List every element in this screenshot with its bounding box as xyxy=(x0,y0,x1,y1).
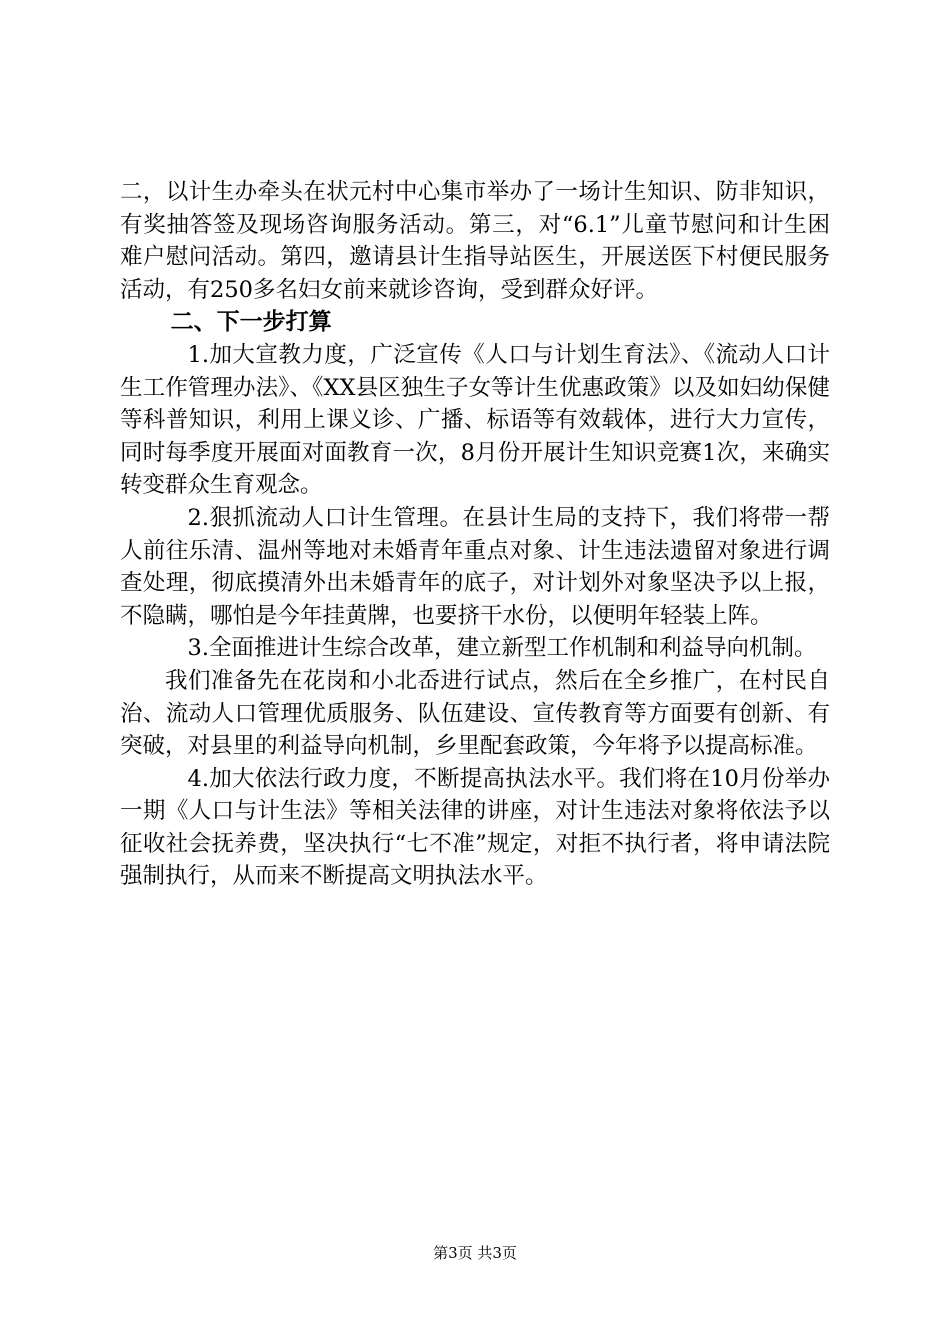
page-number-label: 第3页 共3页 xyxy=(433,1244,517,1262)
paragraph-item-2-floating-population: 2.狠抓流动人口计生管理。在县计生局的支持下，我们将带一帮人前往乐清、温州等地对未婚青年重点对象、计生违法遗留对象进行调查处理，彻底摸清外出未婚青年的底子，对计划外对象坚决予以上报，不隐瞒，哪怕是今年挂黄牌，也要挤干水份，以便明年轻装上阵。 xyxy=(120,504,830,629)
paragraph-item-1-publicity: 1.加大宣教力度，广泛宣传《人口与计划生育法》、《流动人口计生工作管理办法》、《XX县区独生子女等计生优惠政策》以及如妇幼保健等科普知识，利用上课义诊、广播、标语等有效载体，进行大力宣传，同时每季度开展面对面教育一次，8月份开展计生知识竞赛1次，来确实转变群众生育观念。 xyxy=(120,341,830,499)
page-footer xyxy=(0,1243,950,1263)
document-body xyxy=(120,176,830,893)
paragraph-pilot-plan: 我们准备先在花岗和小北岙进行试点，然后在全乡推广，在村民自治、流动人口管理优质服务、队伍建设、宣传教育等方面要有创新、有突破，对县里的利益导向机制，乡里配套政策，今年将予以提高标准。 xyxy=(120,667,830,760)
paragraph-item-3-reform: 3.全面推进计生综合改革，建立新型工作机制和利益导向机制。 xyxy=(187,635,817,662)
paragraph-activities-continued: 二，以计生办牵头在状元村中心集市举办了一场计生知识、防非知识，有奖抽答签及现场咨询服务活动。第三，对“6.1”儿童节慰问和计生困难户慰问活动。第四，邀请县计生指导站医生，开展送医下村便民服务活动，有250多名妇女前来就诊咨询，受到群众好评。 xyxy=(120,179,830,303)
section-heading-next-steps: 二、下一步打算 xyxy=(170,308,332,336)
paragraph-item-4-law-enforcement: 4.加大依法行政力度，不断提高执法水平。我们将在10月份举办一期《人口与计生法》等相关法律的讲座，对计生违法对象将依法予以征收社会抚养费，坚决执行“七不准”规定，对拒不执行者，将申请法院强制执行，从而来不断提高文明执法水平。 xyxy=(120,765,830,890)
